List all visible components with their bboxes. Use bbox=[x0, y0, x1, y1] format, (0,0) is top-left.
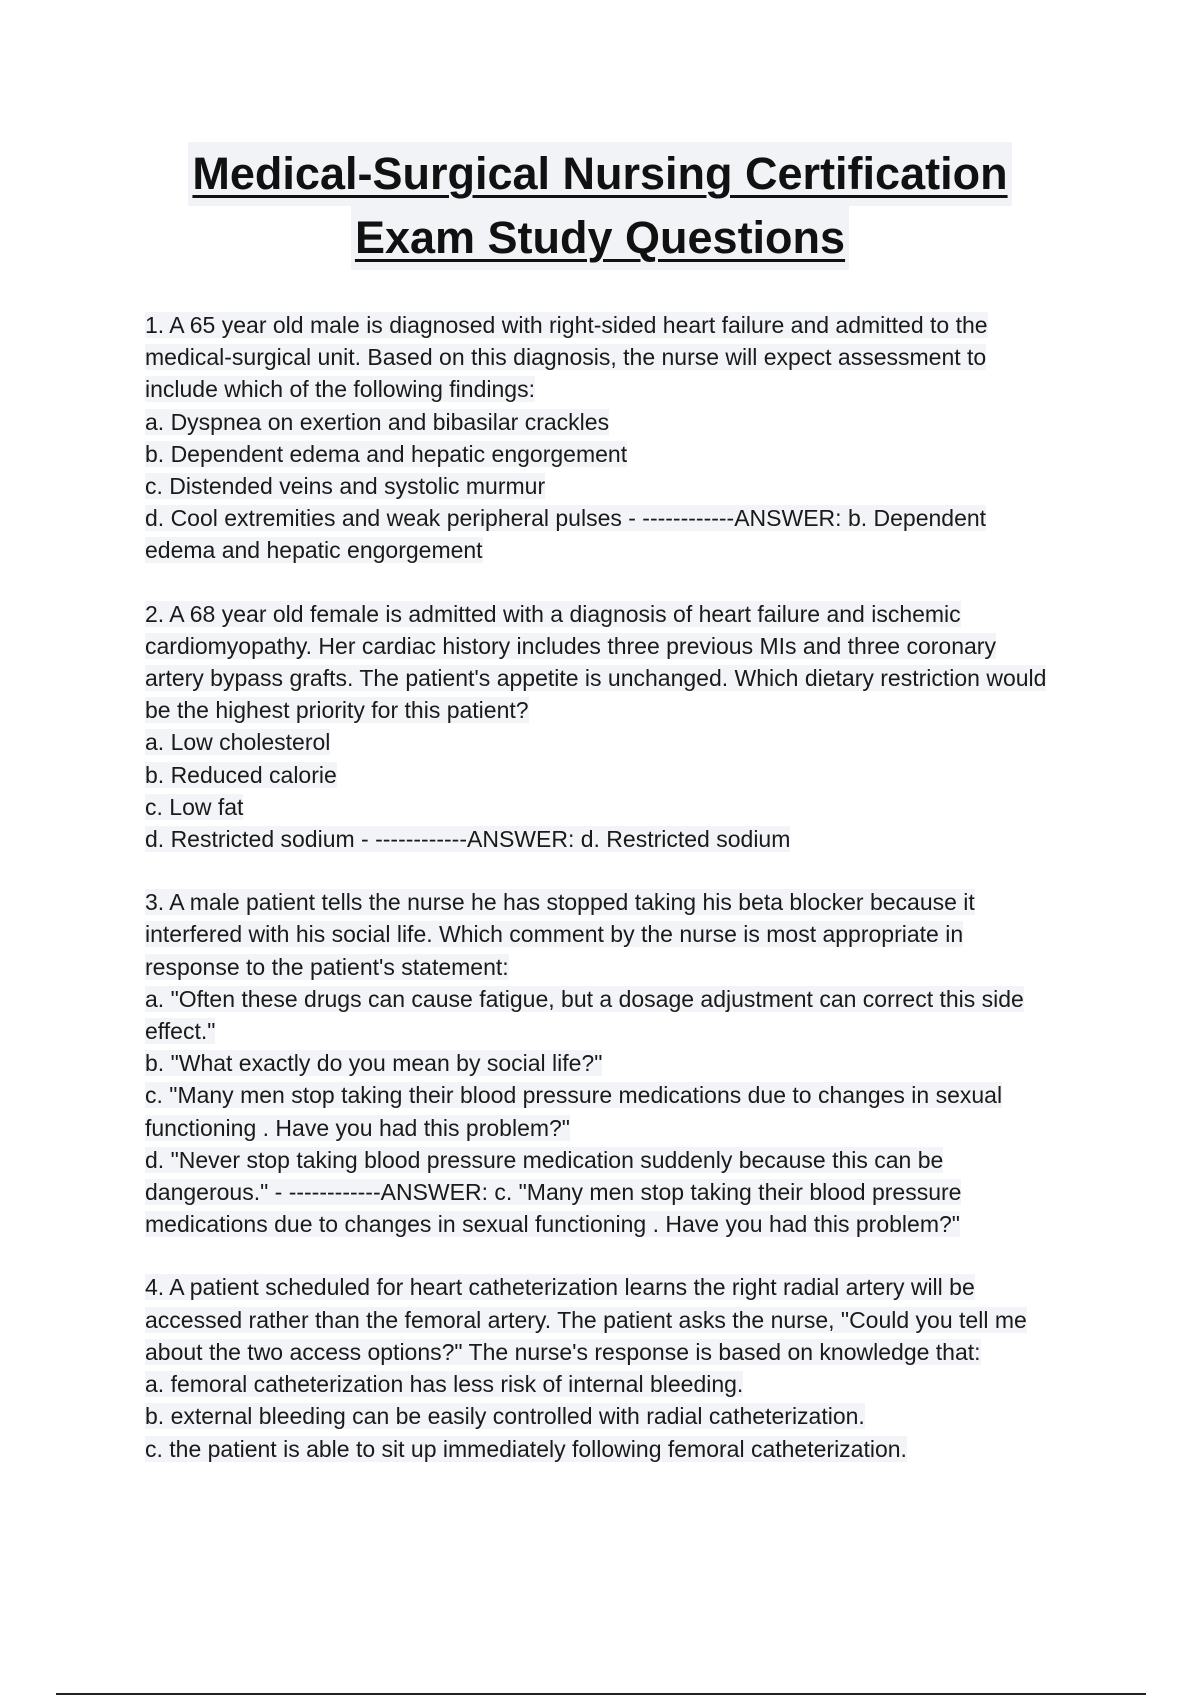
option-c: c. Distended veins and systolic murmur bbox=[145, 473, 546, 500]
option-c: c. "Many men stop taking their blood pressure medications due to changes in sexual functioning . Have you had this problem?" bbox=[145, 1082, 1003, 1141]
question-stem: 2. A 68 year old female is admitted with a diagnosis of heart failure and ischemic cardiomyopathy. Her cardiac history includes three previous MIs and three coronary artery bypass grafts. The patient's appetite is unchanged. Which dietary restriction would be the highest priority for this patient? bbox=[145, 600, 1047, 724]
question-stem: 4. A patient scheduled for heart catheterization learns the right radial artery will be accessed rather than the femoral artery. The patient asks the nurse, "Could you tell me about the two access options?" The nurse's response is based on knowledge that: bbox=[145, 1274, 1027, 1365]
footer-divider bbox=[56, 1693, 1146, 1695]
question-list bbox=[145, 309, 1050, 1465]
option-d: d. Restricted sodium - bbox=[145, 826, 376, 853]
title-line-1: Medical-Surgical Nursing Certification bbox=[188, 142, 1011, 206]
option-c: c. the patient is able to sit up immediately following femoral catheterization. bbox=[145, 1435, 907, 1462]
option-c: c. Low fat bbox=[145, 793, 244, 820]
option-d: d. "Never stop taking blood pressure medication suddenly because this can be dangerous." - bbox=[145, 1146, 944, 1206]
question-stem: 1. A 65 year old male is diagnosed with right-sided heart failure and admitted to the medical-surgical unit. Based on this diagnosis, the nurse will expect assessment to include which of the following findings: bbox=[145, 312, 988, 403]
question-stem: 3. A male patient tells the nurse he has stopped taking his beta blocker because it interfered with his social life. Which comment by the nurse is most appropriate in response to the patient's statement: bbox=[145, 889, 975, 980]
option-b: b. Dependent edema and hepatic engorgement bbox=[145, 440, 628, 467]
page-title bbox=[100, 142, 1100, 270]
option-a: a. Low cholesterol bbox=[145, 729, 331, 756]
option-a: a. Dyspnea on exertion and bibasilar crackles bbox=[145, 408, 610, 435]
title-line-2: Exam Study Questions bbox=[351, 206, 849, 270]
option-b: b. Reduced calorie bbox=[145, 761, 337, 788]
question-2 bbox=[145, 598, 1050, 856]
option-a: a. "Often these drugs can cause fatigue, but a dosage adjustment can correct this side effect." bbox=[145, 985, 1024, 1045]
question-4 bbox=[145, 1271, 1050, 1464]
answer-text: ------------ANSWER: b. Dependent edema and hepatic engorgement bbox=[145, 505, 987, 564]
answer-text: ------------ANSWER: d. Restricted sodium bbox=[375, 826, 791, 853]
option-b: b. external bleeding can be easily controlled with radial catheterization. bbox=[145, 1403, 865, 1430]
question-1 bbox=[145, 309, 1050, 567]
option-a: a. femoral catheterization has less risk of internal bleeding. bbox=[145, 1371, 744, 1398]
question-3 bbox=[145, 886, 1050, 1240]
answer-text: ------------ANSWER: c. "Many men stop taking their blood pressure medications due to changes in sexual functioning . Have you had this problem?" bbox=[145, 1179, 962, 1238]
option-b: b. "What exactly do you mean by social life?" bbox=[145, 1050, 603, 1077]
option-d: d. Cool extremities and weak peripheral pulses - bbox=[145, 505, 643, 532]
